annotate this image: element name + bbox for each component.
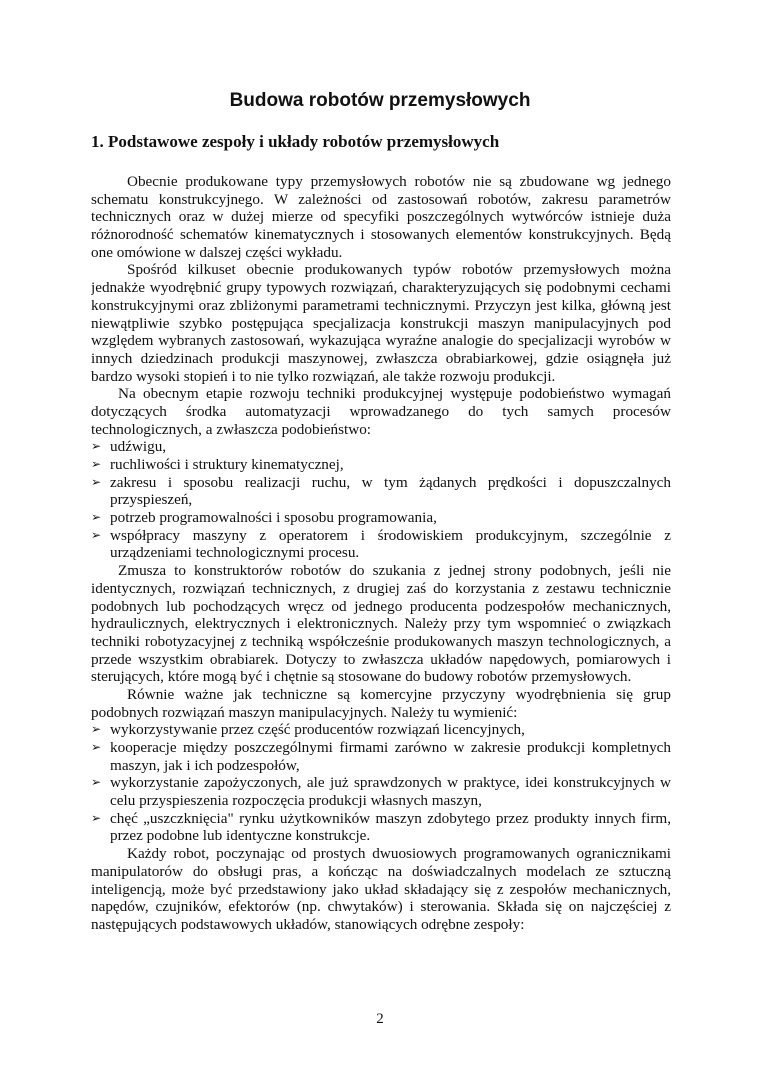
list-item: [91, 774, 671, 809]
text-line: innych dziedzinach produkcji maszynowej, zwłaszcza obrabiarkowej, gdzie osiągnęła już: [91, 349, 671, 367]
text-line: zakresu i sposobu realizacji ruchu, w tym żądanych prędkości i dopuszczalnych: [110, 473, 671, 491]
text-line: następujących podstawowych układów, stanowiących odrębne zespoły:: [91, 915, 525, 933]
text-line: identycznych, rozwiązań technicznych, z drugiej zaś do korzystania z zestawu technicznie: [91, 579, 671, 597]
text-line: celu przyspieszenia rozpoczęcia produkcji własnych maszyn,: [110, 792, 482, 810]
text-line: urządzeniami technologicznymi procesu.: [110, 544, 360, 562]
text-line: bardzo wysoki stopień i to nie tylko rozwiązań, ale także rozwoju produkcji.: [91, 367, 556, 385]
text-line: techniki robotyzacyjnej z techniką współcześnie produkowanych maszyn technologicznych, a: [91, 632, 671, 650]
text-line: podobnych lub pochodzących wręcz od jednego producenta podzespołów mechanicznych,: [91, 597, 671, 615]
text-line: technologicznych, a zwłaszcza podobieństwo:: [91, 420, 372, 438]
list-item: [91, 739, 671, 774]
text-line: napędów, czujników, efektorów (np. chwytaków) i sterowania. Składa się on najczęściej z: [91, 898, 671, 916]
text-line: potrzeb programowalności i sposobu programowania,: [110, 509, 437, 527]
text-line: niewątpliwie szybko postępująca specjalizacja konstrukcji maszyn manipulacyjnych pod: [91, 314, 671, 332]
text-line: kooperacje między poszczególnymi firmami zarówno w zakresie produkcji kompletnych: [110, 739, 671, 756]
text-line: Równie ważne jak techniczne są komercyjne przyczyny wyodrębnienia się grup: [127, 685, 671, 703]
text-line: udźwigu,: [110, 438, 167, 456]
list-item: [91, 509, 671, 527]
text-line: przez podobne lub identyczne konstrukcje.: [110, 827, 371, 845]
section-heading: 1. Podstawowe zespoły i układy robotów przemysłowych: [91, 132, 500, 151]
text-line: względem wybranych zastosowań, wykazująca wyraźne analogie do specjalizacji wyrobów w: [91, 332, 671, 350]
text-line: schematu konstrukcyjnego. W zależności od zastosowań robotów, zakresu parametrów: [91, 190, 671, 208]
text-line: Zmusza to konstruktorów robotów do szukania z jednej strony podobnych, jeśli nie: [118, 562, 671, 580]
arrowhead-bullet-icon: ➢: [91, 775, 102, 790]
paragraph: [91, 562, 671, 686]
text-line: technicznych oraz w dużej mierze od specyfiki poszczególnych wytwórców istnieje duża: [91, 208, 671, 226]
arrowhead-bullet-icon: ➢: [91, 810, 102, 825]
text-line: Obecnie produkowane typy przemysłowych robotów nie są zbudowane wg jednego: [127, 173, 671, 190]
list-item: [91, 810, 671, 845]
list-item: [91, 474, 671, 509]
paragraph: [91, 385, 671, 438]
text-line: hydraulicznych, elektrycznych i elektronicznych. Należy przy tym wspomnieć o związkach: [91, 615, 671, 633]
list-item: [91, 721, 671, 739]
text-line: wykorzystywanie przez część producentów rozwiązań licencyjnych,: [110, 721, 525, 739]
text-line: Spośród kilkuset obecnie produkowanych typów robotów przemysłowych można: [127, 261, 671, 279]
text-line: wykorzystanie zapożyczonych, ale już sprawdzonych w praktyce, idei konstrukcyjnych w: [110, 774, 671, 792]
text-line: ruchliwości i struktury kinematycznej,: [110, 456, 344, 473]
paragraph: [91, 845, 671, 933]
arrowhead-bullet-icon: ➢: [91, 722, 102, 737]
arrowhead-bullet-icon: ➢: [91, 527, 102, 542]
document-body: [91, 173, 671, 934]
text-line: maszyn, jak i ich podzespołów,: [110, 756, 300, 774]
document-title: Budowa robotów przemysłowych: [229, 90, 531, 111]
text-line: jednakże wyodrębnić grupy typowych rozwiązań, charakteryzujących się podobnymi cechami: [91, 279, 671, 297]
text-line: współpracy maszyny z operatorem i środowiskiem produkcyjnym, szczególnie z: [110, 526, 671, 544]
paragraph: [91, 173, 671, 261]
text-line: Na obecnym etapie rozwoju techniki produkcyjnej występuje podobieństwo wymagań: [118, 385, 671, 403]
arrowhead-bullet-icon: ➢: [91, 740, 102, 754]
paragraph: [91, 261, 671, 385]
text-line: różnorodność schematów kinematycznych i stosowanych elementów konstrukcyjnych. Będą: [91, 226, 671, 244]
text-line: inteligencją, może być przedstawiony jako układ składający się z zespołów mechanicznych,: [91, 880, 671, 898]
arrowhead-bullet-icon: ➢: [91, 474, 102, 489]
paragraph: [91, 686, 671, 721]
text-line: sterujących, które mogą być i chętnie są stosowane do budowy robotów przemysłowych.: [91, 668, 632, 686]
arrowhead-bullet-icon: ➢: [91, 439, 102, 454]
list-item: [91, 456, 671, 474]
arrowhead-bullet-icon: ➢: [91, 510, 102, 525]
text-line: podobnych rozwiązań maszyn manipulacyjnych. Należy tu wymienić:: [91, 703, 518, 721]
page-number: 2: [376, 1011, 384, 1027]
text-line: Każdy robot, poczynając od prostych dwuosiowych programowanych ogranicznikami: [127, 845, 671, 863]
text-line: one omówione w dalszej części wykładu.: [91, 243, 343, 261]
text-line: konstrukcyjnymi oraz zbliżonymi parametrami technicznymi. Przyczyn jest kilka, główną jest: [91, 296, 671, 314]
text-line: chęć „uszczknięcia" rynku użytkowników maszyn zdobytego przez produkty innych firm,: [110, 809, 671, 827]
text-line: dotyczących środka automatyzacji wprowadzanego do tych samych procesów: [91, 402, 671, 420]
arrowhead-bullet-icon: ➢: [91, 457, 102, 471]
text-line: manipulatorów do obsługi pras, a kończąc na doświadczalnych modelach ze sztuczną: [91, 862, 671, 880]
list-item: [91, 438, 671, 456]
text-line: przede wszystkim obrabiarek. Dotyczy to zwłaszcza układów napędowych, pomiarowych i: [91, 650, 671, 668]
text-line: przyspieszeń,: [110, 491, 193, 509]
list-item: [91, 527, 671, 562]
